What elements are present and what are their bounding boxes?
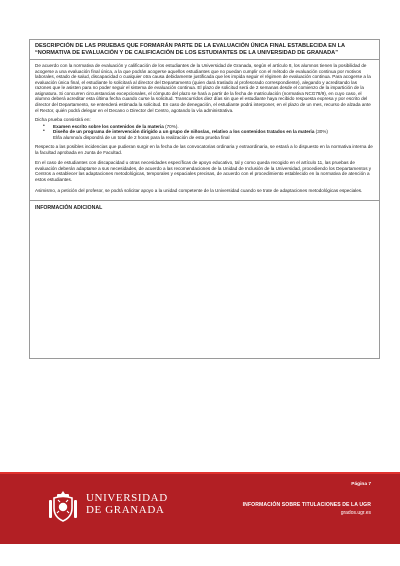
item-2-title: Diseño de un programa de intervención dirigido a un grupo de niños/as, relativo a los contenidos tratados en la materia <box>53 129 315 135</box>
footer-info-label: INFORMACIÓN SOBRE TITULACIONES DE LA UGR <box>242 502 371 508</box>
page-number: Página 7 <box>351 482 371 487</box>
paragraph-support: Asimismo, a petición del profesor, se podrá solicitar apoyo a la unidad competente de la Universidad cuando se trate de adaptaciones metodológicas especiales. <box>35 187 363 193</box>
list-item <box>43 129 374 140</box>
section-title: DESCRIPCIÓN DE LAS PRUEBAS QUE FORMARÁN PARTE DE LA EVALUACIÓN ÚNICA FINAL ESTABLECIDA EN LA “NORMATIVA DE EVALUACIÓN Y DE CALIFICACIÓN DE LOS ESTUDIANTES DE LA UNIVERSIDAD DE GRANADA” <box>30 40 379 60</box>
paragraph-disability: En el caso de estudiantes con discapacidad u otras necesidades específicas de apoyo educativo, tal y como queda recogido en el artículo 11, las pruebas de evaluación deberán adaptarse a sus necesidades, de acuerdo a las recomendaciones de la Unidad de Inclusión de la Universidad, procediendo los Departamentos y Centros a establecer las adaptaciones metodológicas, temporales y espaciales precisas, de acuerdo con el procedimiento establecido en la normativa de atención a estos estudiantes. <box>35 160 372 183</box>
item-2-note: El/la alumno/a dispondrá de un total de 2 horas para la realización de esta prueba final <box>53 134 230 140</box>
university-seal-icon <box>48 490 78 522</box>
item-2-weight: (30%) <box>314 129 328 135</box>
section-body <box>30 60 379 201</box>
footer-site-link[interactable]: grados.ugr.es <box>340 510 371 516</box>
paragraph-evaluation-rules: De acuerdo con la normativa de evaluación y calificación de los estudiantes de la Universidad de Granada, según el artículo 8, los alumnos tienen la posibilidad de acogerse a una evaluación final única, a la que podrán acogerse aquellos estudiantes que no puedan cumplir con el método de evaluación continua por motivos laborales, estado de salud, discapacidad o cualquier otra causa debidamente justificada que les impida seguir el régimen de evaluación continua. Para acogerse a la evaluación única final, el estudiante lo solicitará al director del Departamento (quien dará traslado al profesorado correspondiente), alegando y acreditando las razones que le asisten para no poder seguir el sistema de evaluación continua. El plazo de solicitud será de 2 semanas desde el comienzo de la impartición de la asignatura. Si concurren circunstancias excepcionales, el cómputo del plazo se hará a partir de la fecha de matriculación (normativa NCG78/9), en cuyo caso, el alumno deberá acreditar esta última fecha cuando curse la solicitud. Transcurridos diez días sin que el estudiante haya recibido respuesta expresa y por escrito del director del Departamento, se entenderá estimada la solicitud. En caso de denegación, el estudiante podrá interponer, en el plazo de un mes, recurso de alzada ante el Rector, quién podrá delegar en el Decano o Director del Centro, agotando la vía administrativa. <box>35 63 371 113</box>
evaluation-table <box>29 39 380 359</box>
exam-item-list <box>35 124 374 141</box>
additional-info-title: INFORMACIÓN ADICIONAL <box>35 205 103 212</box>
paragraph-incidents: Respecto a las posibles incidencias que pudieran surgir en la fecha de las convocatorias ordinaria y extraordinaria, se estará a lo dispuesto en la normativa interna de la facultad aprobada en Junta de Facultad. <box>35 144 373 155</box>
item-1-weight: (70%). <box>163 123 179 129</box>
item-1-title: Examen escrito sobre los contenidos de la materia <box>53 123 164 129</box>
university-name-line1: UNIVERSIDAD <box>86 492 168 504</box>
paragraph-intro: Dicha prueba consistirá en: <box>35 117 91 123</box>
university-wordmark <box>86 492 168 517</box>
university-name-line2: DE GRANADA <box>86 504 165 516</box>
